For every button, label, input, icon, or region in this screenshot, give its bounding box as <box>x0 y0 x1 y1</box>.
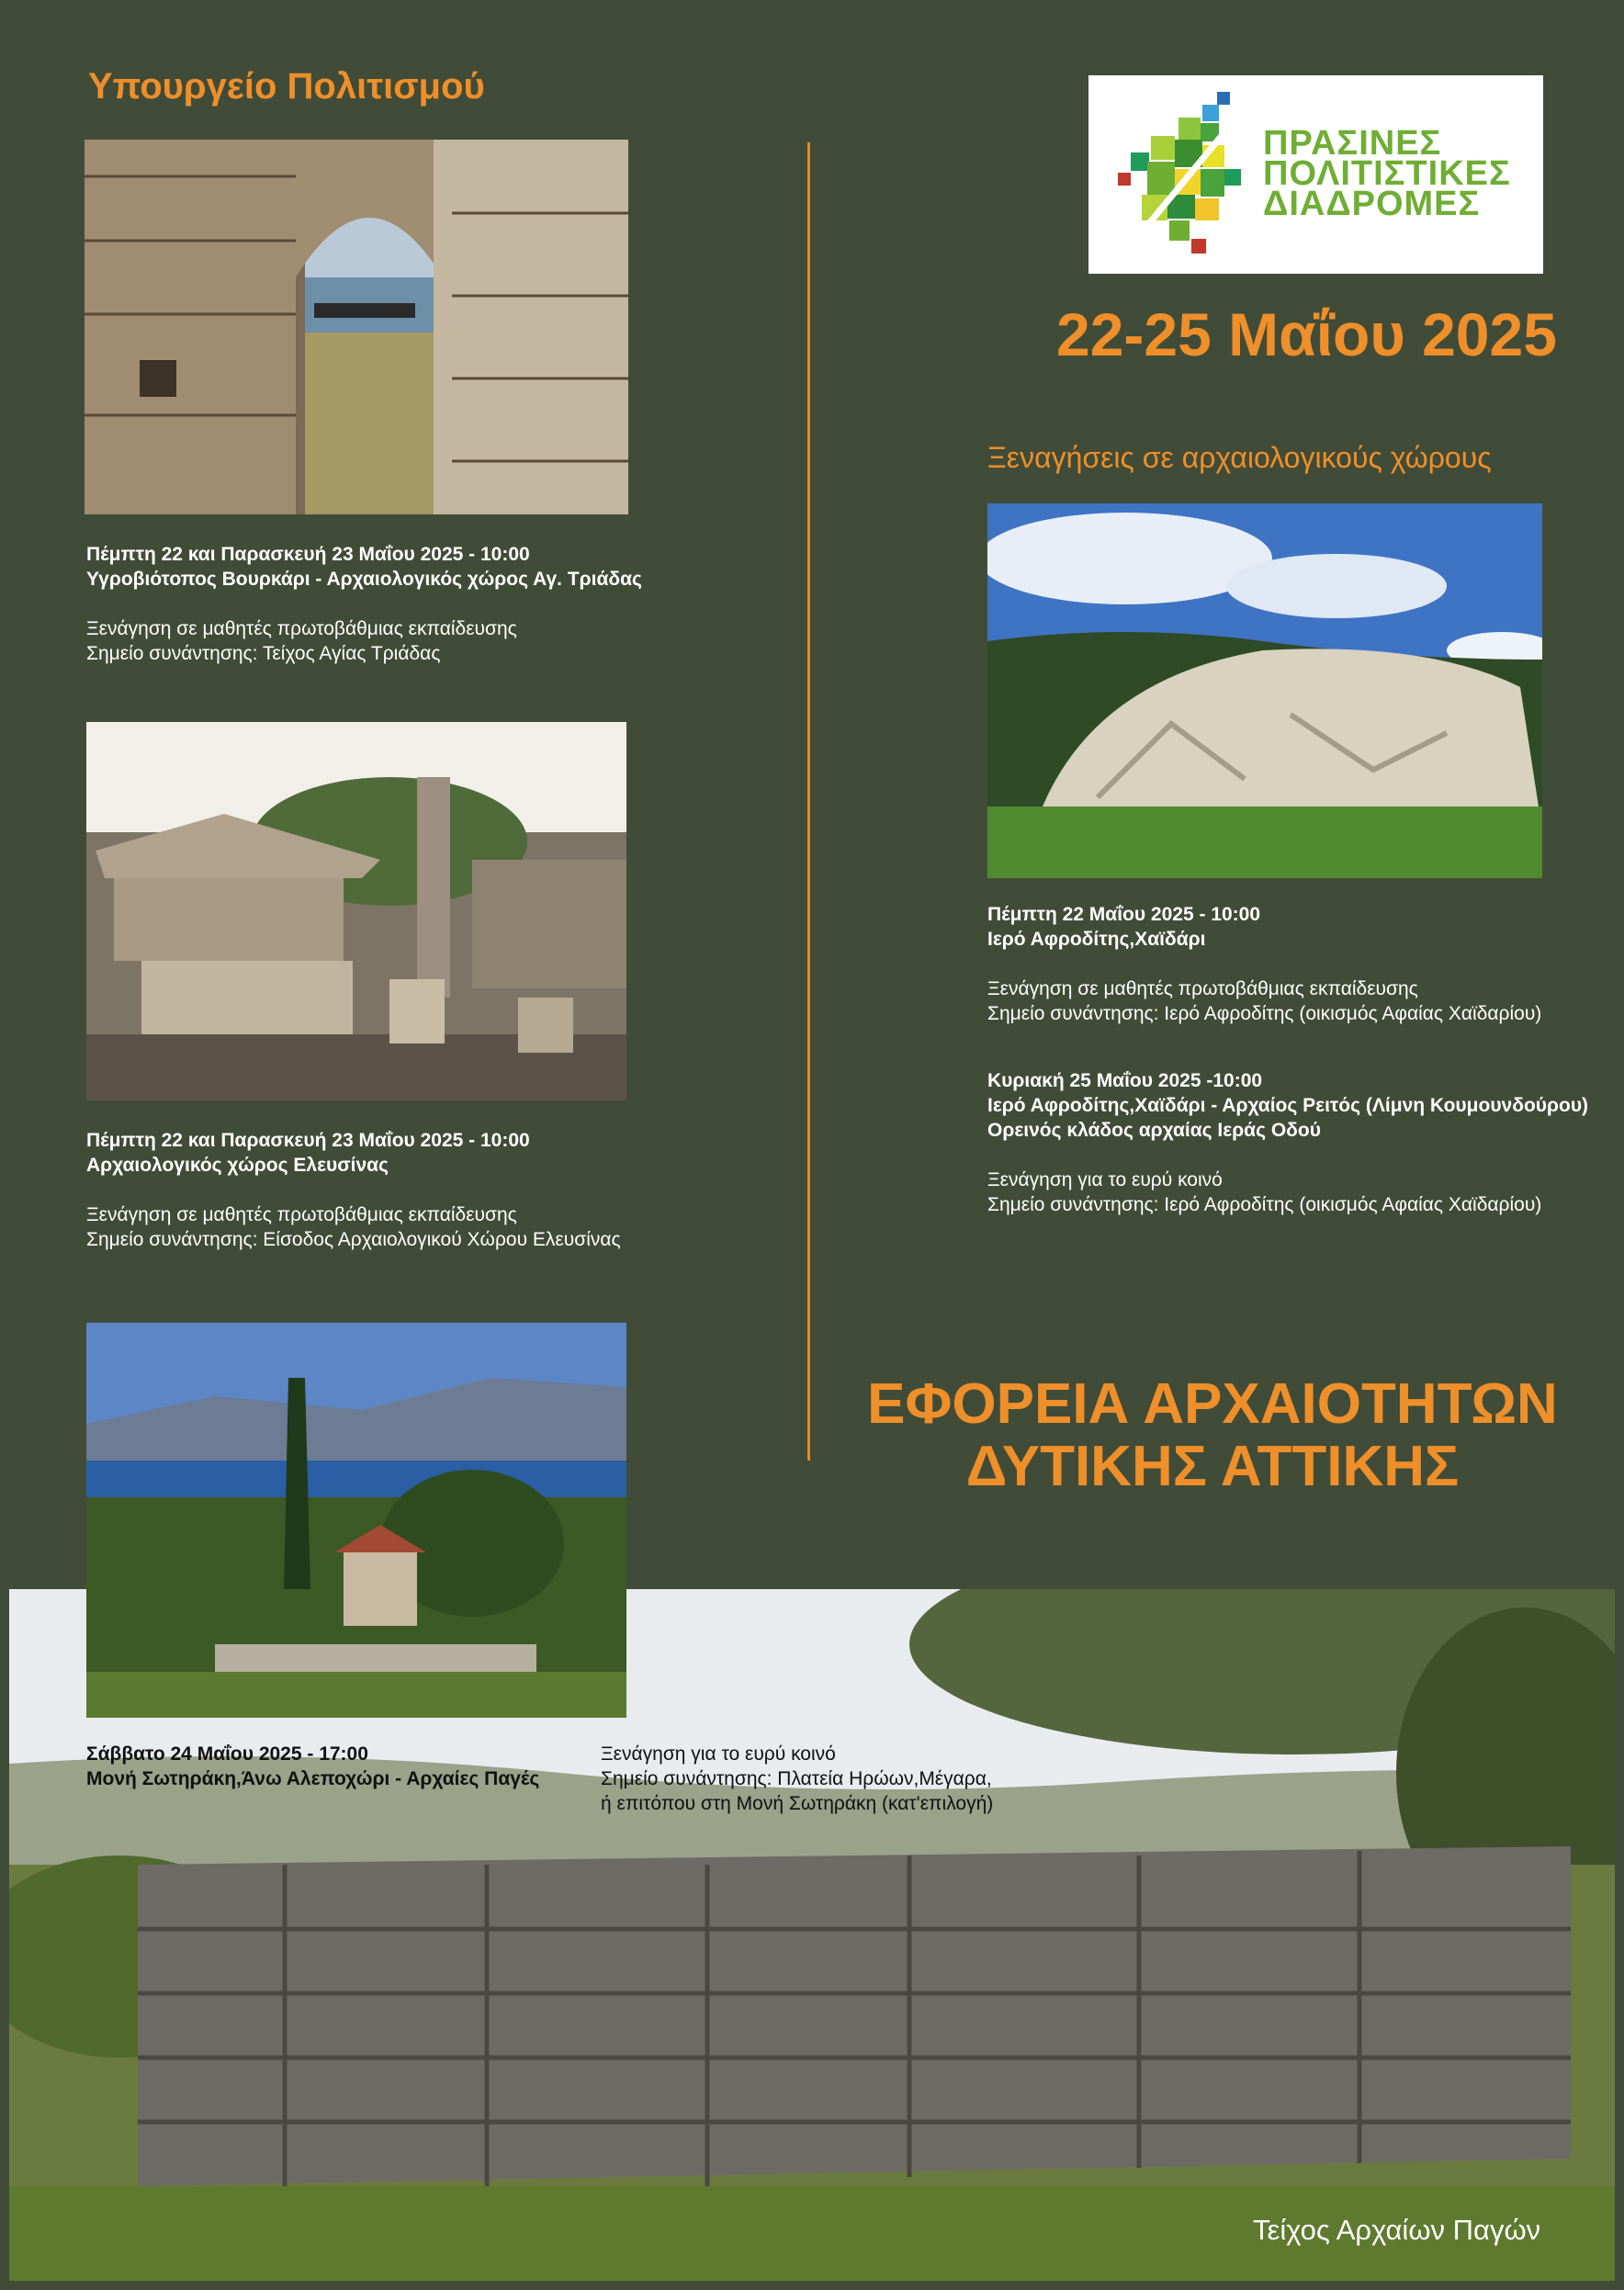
event-eleusis-date: Πέμπτη 22 και Παρασκευή 23 Μαΐου 2025 - 10:00 <box>86 1130 530 1151</box>
event-eleusis-place: Αρχαιολογικός χώρος Ελευσίνας <box>86 1155 389 1176</box>
event-haidari-meeting: Σημείο συνάντησης: Ιερό Αφροδίτης (οικισμός Αφαίας Χαϊδαρίου) <box>987 1003 1542 1024</box>
photo-vourkari-arch <box>85 140 628 514</box>
photo-sotiraki-monastery <box>86 1323 626 1718</box>
event-reitos-place: Ιερό Αφροδίτης,Χαϊδάρι - Αρχαίος Ρειτός (Λίμνη Κουμουνδούρου) <box>987 1095 1589 1116</box>
ministry-title: Υπουργείο Πολιτισμού <box>88 66 485 107</box>
event-sotiraki-meeting: Σημείο συνάντησης: Πλατεία Ηρώων,Μέγαρα, <box>601 1768 992 1789</box>
event-sotiraki-meeting-2: ή επιτόπου στη Μονή Σωτηράκη (κατ'επιλογή) <box>601 1793 994 1814</box>
event-reitos-audience: Ξενάγηση για το ευρύ κοινό <box>987 1169 1223 1190</box>
event-haidari-date: Πέμπτη 22 Μαΐου 2025 - 10:00 <box>987 904 1261 925</box>
green-cultural-routes-logo <box>1088 75 1543 274</box>
event-sotiraki-details <box>601 1742 993 1816</box>
event-vourkari <box>86 542 642 666</box>
event-haidari-place: Ιερό Αφροδίτης,Χαϊδάρι <box>987 929 1206 950</box>
ephoria-title <box>808 1373 1617 1498</box>
event-vourkari-meeting: Σημείο συνάντησης: Τείχος Αγίας Τριάδας <box>86 643 441 664</box>
vertical-divider <box>807 142 810 1461</box>
event-reitos-meeting: Σημείο συνάντησης: Ιερό Αφροδίτης (οικισμός Αφαίας Χαϊδαρίου) <box>987 1194 1542 1215</box>
event-eleusis-meeting: Σημείο συνάντησης: Είσοδος Αρχαιολογικού Χώρου Ελευσίνας <box>86 1229 621 1250</box>
event-sotiraki-date: Σάββατο 24 Μαΐου 2025 - 17:00 <box>86 1743 368 1765</box>
event-reitos-date: Κυριακή 25 Μαΐου 2025 -10:00 <box>987 1070 1263 1091</box>
logo-line-2: ΠΟΛΙΤΙΣΤΙΚΕΣ <box>1263 154 1511 193</box>
event-sotiraki-place: Μονή Σωτηράκη,Άνω Αλεποχώρι - Αρχαίες Παγές <box>86 1768 540 1789</box>
event-sotiraki-audience: Ξενάγηση για το ευρύ κοινό <box>601 1743 836 1765</box>
logo-line-1: ΠΡΑΣΙΝΕΣ <box>1263 124 1442 163</box>
logo-mosaic-icon <box>1114 92 1252 262</box>
ephoria-line-2: ΔΥΤΙΚΗΣ ΑΤΤΙΚΗΣ <box>965 1435 1460 1498</box>
event-haidari <box>987 902 1541 1026</box>
event-sotiraki <box>86 1742 539 1791</box>
event-reitos <box>987 1068 1588 1217</box>
ephoria-line-1: ΕΦΟΡΕΙΑ ΑΡΧΑΙΟΤΗΤΩΝ <box>867 1372 1558 1436</box>
photo-eleusis <box>86 722 626 1100</box>
date-range: 22-25 Μαΐου 2025 <box>1056 300 1557 368</box>
logo-text <box>1263 124 1511 223</box>
tours-title: Ξεναγήσεις σε αρχαιολογικούς χώρους <box>987 441 1492 474</box>
event-vourkari-audience: Ξενάγηση σε μαθητές πρωτοβάθμιας εκπαίδευσης <box>86 618 517 639</box>
event-haidari-audience: Ξενάγηση σε μαθητές πρωτοβάθμιας εκπαίδευσης <box>987 978 1418 999</box>
event-vourkari-place: Υγροβιότοπος Βουρκάρι - Αρχαιολογικός χώρος Αγ. Τριάδας <box>86 569 642 590</box>
event-vourkari-date: Πέμπτη 22 και Παρασκευή 23 Μαΐου 2025 - 10:00 <box>86 544 530 565</box>
logo-line-3: ΔΙΑΔΡΟΜΕΣ <box>1263 185 1481 223</box>
event-reitos-place-2: Ορεινός κλάδος αρχαίας Ιεράς Οδού <box>987 1120 1321 1141</box>
event-eleusis-audience: Ξενάγηση σε μαθητές πρωτοβάθμιας εκπαίδευσης <box>86 1204 517 1225</box>
photo-aphrodite-sanctuary <box>987 503 1542 878</box>
photo-caption: Τείχος Αρχαίων Παγών <box>1253 2214 1541 2246</box>
event-eleusis <box>86 1128 621 1252</box>
